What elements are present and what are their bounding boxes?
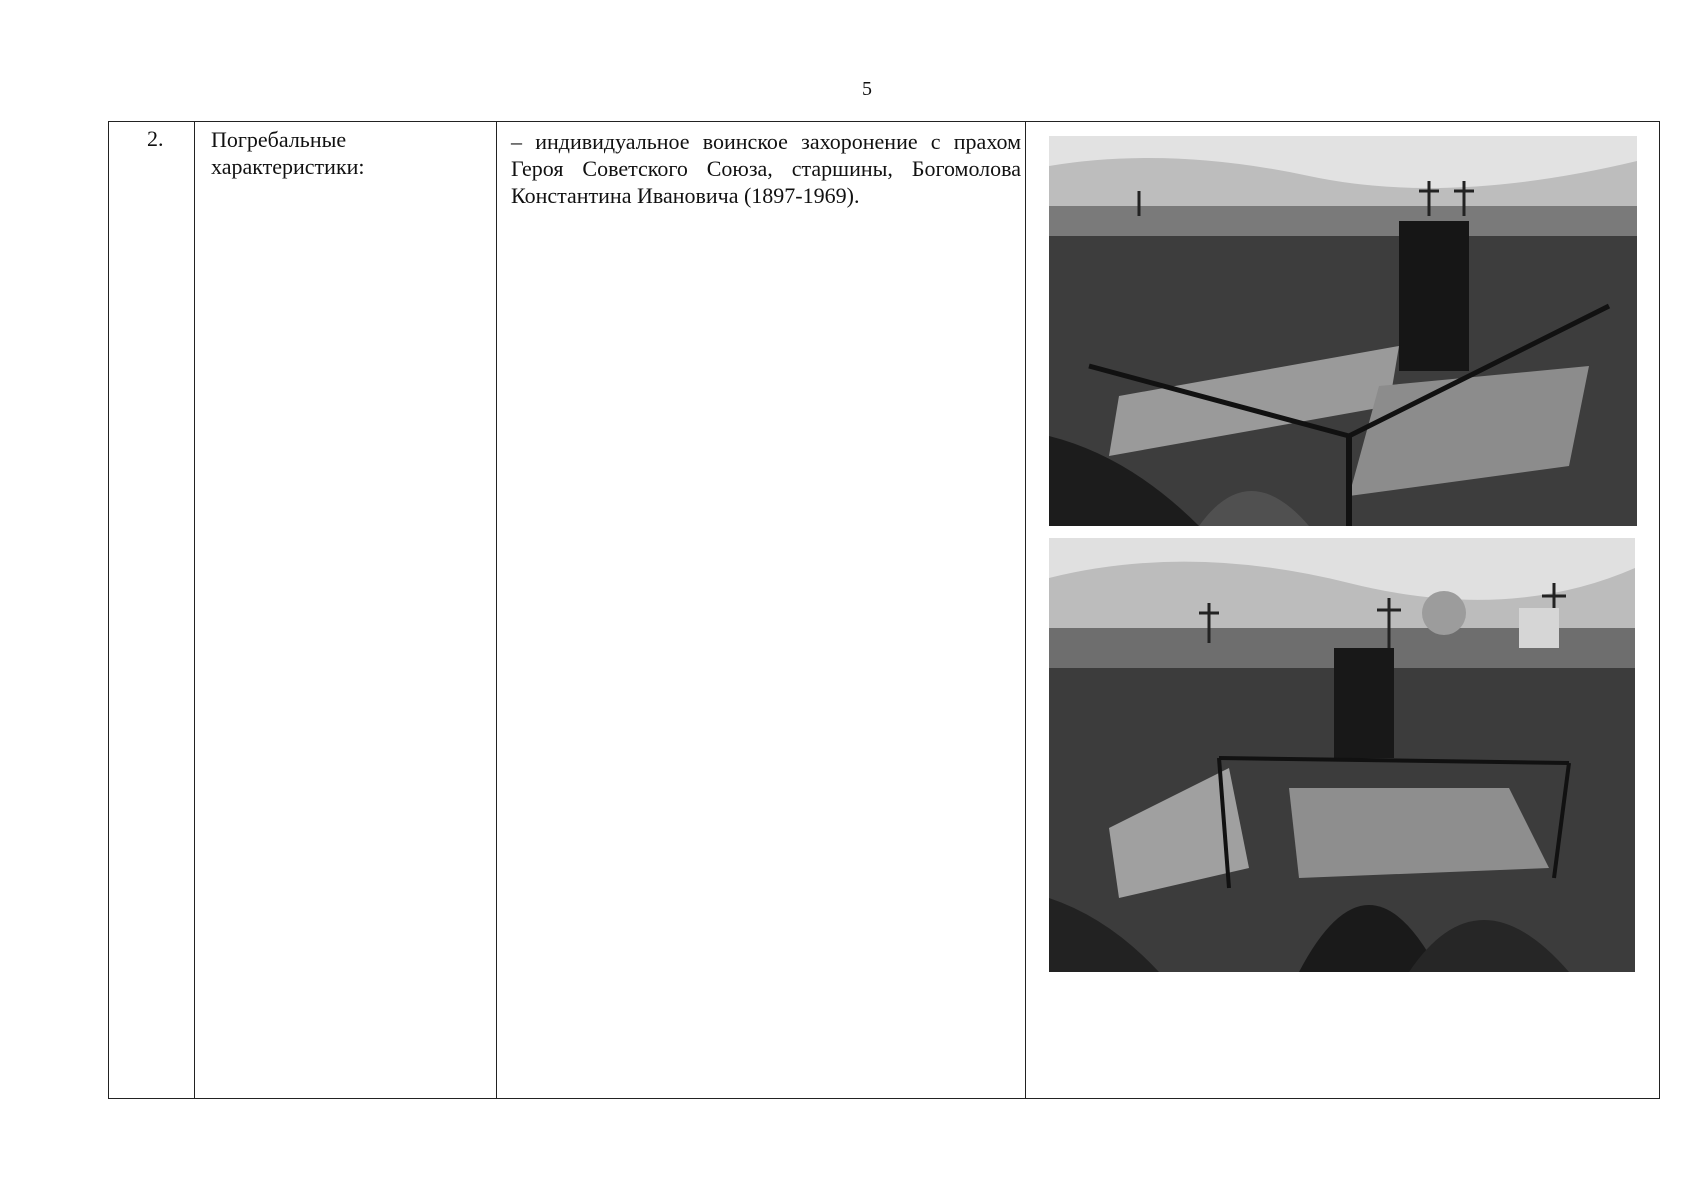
grave-photo-1-image <box>1049 136 1637 526</box>
column-divider <box>1025 122 1026 1098</box>
column-divider <box>194 122 195 1098</box>
row-label <box>211 126 471 180</box>
grave-photo-2 <box>1049 538 1635 972</box>
row-description: – индивидуальное воинское захоронение с прахом Героя Советского Союза, старшины, Богомолова Константина Ивановича (1897-1969). <box>511 129 1021 208</box>
grave-photo-1 <box>1049 136 1637 526</box>
grave-photo-2-image <box>1049 538 1635 972</box>
burial-table <box>108 121 1660 1099</box>
row-label-line1: Погребальные <box>211 127 347 152</box>
row-label-line2: характеристики: <box>211 154 365 179</box>
row-number: 2. <box>147 126 164 151</box>
page-number: 5 <box>862 78 872 100</box>
column-divider <box>496 122 497 1098</box>
